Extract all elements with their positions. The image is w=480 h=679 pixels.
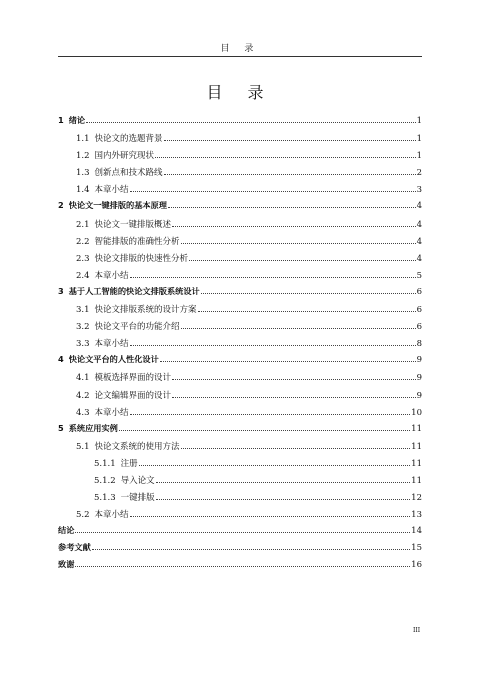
- toc-entry-title: 基于人工智能的快论文排版系统设计: [68, 285, 200, 296]
- toc-entry-page: 6: [416, 286, 422, 297]
- toc-entry-page: 4: [416, 253, 422, 264]
- toc-entry-number: 3.1: [76, 305, 90, 316]
- table-of-contents: [58, 115, 422, 577]
- toc-entry-page: 11: [411, 458, 422, 469]
- toc-entry[interactable]: [58, 354, 422, 371]
- toc-entry-title: 系统应用实例: [68, 422, 118, 433]
- toc-entry-title: 本章小结: [94, 270, 129, 281]
- toc-entry[interactable]: [58, 320, 422, 337]
- toc-entry-page: 2: [416, 168, 422, 179]
- toc-entry-title: 致谢: [58, 559, 75, 570]
- dot-leader: [156, 499, 411, 500]
- dot-leader: [198, 311, 416, 312]
- dot-leader: [130, 277, 416, 278]
- toc-entry-number: 3: [58, 285, 64, 296]
- dot-leader: [75, 566, 410, 567]
- toc-entry[interactable]: [58, 406, 422, 423]
- toc-entry-page: 11: [411, 423, 422, 434]
- dot-leader: [172, 379, 416, 380]
- toc-entry-number: 2.1: [76, 219, 90, 230]
- toc-entry[interactable]: [58, 508, 422, 525]
- toc-entry-number: 5.2: [76, 510, 90, 521]
- toc-entry-number: 3.2: [76, 322, 90, 333]
- toc-entry-page: 1: [416, 151, 422, 162]
- toc-entry-number: 5.1.2: [94, 475, 116, 486]
- toc-entry-number: 1.3: [76, 168, 90, 179]
- toc-entry[interactable]: [58, 303, 422, 320]
- dot-leader: [156, 482, 411, 483]
- toc-entry-page: 13: [411, 510, 422, 521]
- toc-entry-number: 1.4: [76, 185, 90, 196]
- toc-entry-page: 1: [416, 134, 422, 145]
- toc-entry-page: 9: [416, 390, 422, 401]
- dot-leader: [139, 465, 411, 466]
- toc-entry[interactable]: [58, 423, 422, 440]
- toc-entry[interactable]: [58, 115, 422, 132]
- toc-entry-page: 9: [416, 373, 422, 384]
- toc-entry-title: 本章小结: [94, 510, 129, 521]
- dot-leader: [155, 157, 416, 158]
- toc-entry[interactable]: [58, 440, 422, 457]
- toc-entry-number: 4.1: [76, 373, 90, 384]
- dot-leader: [168, 207, 416, 208]
- dot-leader: [181, 328, 416, 329]
- toc-entry-title: 快论文排版系统的设计方案: [94, 305, 197, 316]
- dot-leader: [172, 397, 416, 398]
- toc-entry[interactable]: [58, 371, 422, 388]
- toc-entry-number: 1.2: [76, 151, 90, 162]
- toc-entry-page: 3: [416, 185, 422, 196]
- toc-entry-page: 15: [411, 543, 422, 554]
- dot-leader: [172, 226, 416, 227]
- toc-entry-title: 快论文排版的快速性分析: [94, 253, 189, 264]
- dot-leader: [75, 532, 410, 533]
- toc-entry-title: 注册: [120, 458, 138, 469]
- toc-entry[interactable]: [58, 269, 422, 286]
- toc-entry[interactable]: [58, 235, 422, 252]
- toc-entry-number: 4.2: [76, 390, 90, 401]
- toc-entry[interactable]: [58, 286, 422, 303]
- toc-entry-page: 8: [416, 339, 422, 350]
- toc-entry-page: 4: [416, 201, 422, 212]
- toc-entry-title: 快论文平台的人性化设计: [68, 354, 159, 365]
- toc-entry-page: 6: [416, 322, 422, 333]
- toc-entry[interactable]: [58, 183, 422, 200]
- dot-leader: [130, 516, 411, 517]
- toc-entry[interactable]: [58, 525, 422, 542]
- toc-entry-number: 2.4: [76, 270, 90, 281]
- toc-entry-title: 绪论: [68, 115, 86, 125]
- toc-entry-number: 4.3: [76, 407, 90, 418]
- toc-entry[interactable]: [58, 491, 422, 508]
- dot-leader: [130, 414, 411, 415]
- toc-entry-title: 参考文献: [58, 542, 91, 553]
- toc-entry-page: 6: [416, 305, 422, 316]
- toc-entry-title: 结论: [58, 525, 75, 536]
- toc-entry-number: 2: [58, 200, 64, 211]
- dot-leader: [160, 361, 416, 362]
- toc-entry[interactable]: [58, 252, 422, 269]
- toc-entry-page: 16: [411, 560, 422, 571]
- toc-entry-page: 4: [416, 236, 422, 247]
- toc-entry-page: 5: [416, 270, 422, 281]
- toc-entry-title: 创新点和技术路线: [94, 168, 163, 179]
- toc-entry[interactable]: [58, 337, 422, 354]
- toc-entry-title: 一键排版: [120, 493, 155, 504]
- toc-entry-page: 11: [411, 441, 422, 452]
- dot-leader: [130, 345, 416, 346]
- toc-entry[interactable]: [58, 218, 422, 235]
- toc-entry[interactable]: [58, 149, 422, 166]
- dot-leader: [92, 549, 410, 550]
- toc-entry[interactable]: [58, 132, 422, 149]
- toc-entry-title: 快论文平台的功能介绍: [94, 322, 180, 333]
- toc-entry-title: 快论文一键排版的基本原理: [68, 200, 167, 211]
- dot-leader: [130, 191, 416, 192]
- toc-entry[interactable]: [58, 389, 422, 406]
- toc-entry-number: 5: [58, 422, 64, 433]
- toc-entry-title: 本章小结: [94, 407, 129, 418]
- dot-leader: [181, 448, 411, 449]
- running-header: 目 录: [220, 44, 260, 54]
- dot-leader: [181, 243, 416, 244]
- toc-entry-number: 3.3: [76, 339, 90, 350]
- toc-entry-title: 快论文的选题背景: [94, 134, 163, 145]
- toc-entry[interactable]: [58, 200, 422, 217]
- page-number: III: [413, 627, 421, 634]
- dot-leader: [164, 140, 416, 141]
- toc-entry-title: 模板选择界面的设计: [94, 373, 172, 384]
- toc-entry-number: 1.1: [76, 134, 90, 145]
- toc-entry-title: 快论文系统的使用方法: [94, 441, 180, 452]
- toc-entry-page: 1: [416, 116, 422, 126]
- toc-entry-title: 导入论文: [120, 475, 155, 486]
- dot-leader: [119, 430, 410, 431]
- toc-entry-page: 12: [411, 493, 422, 504]
- toc-entry-number: 4: [58, 354, 64, 365]
- toc-entry-number: 5.1.3: [94, 493, 116, 504]
- toc-entry[interactable]: [58, 474, 422, 491]
- toc-entry-page: 4: [416, 219, 422, 230]
- toc-entry-number: 2.3: [76, 253, 90, 264]
- toc-entry-title: 快论文一键排版概述: [94, 219, 172, 230]
- toc-entry-number: 1: [58, 115, 64, 125]
- toc-entry-page: 10: [411, 407, 422, 418]
- dot-leader: [189, 260, 416, 261]
- dot-leader: [164, 174, 416, 175]
- toc-entry-number: 5.1.1: [94, 458, 116, 469]
- toc-entry-title: 论文编辑界面的设计: [94, 390, 172, 401]
- dot-leader: [201, 293, 416, 294]
- dot-leader: [86, 122, 415, 123]
- page-title: 目 录: [206, 83, 274, 102]
- toc-entry-title: 智能排版的准确性分析: [94, 236, 180, 247]
- toc-entry-page: 11: [411, 475, 422, 486]
- toc-entry[interactable]: [58, 166, 422, 183]
- toc-entry-title: 本章小结: [94, 185, 129, 196]
- toc-entry-number: 5.1: [76, 441, 90, 452]
- toc-entry-title: 本章小结: [94, 339, 129, 350]
- toc-entry-page: 14: [411, 526, 422, 537]
- toc-entry[interactable]: [58, 457, 422, 474]
- toc-entry-title: 国内外研究现状: [94, 151, 155, 162]
- toc-entry-number: 2.2: [76, 236, 90, 247]
- toc-entry[interactable]: [58, 542, 422, 559]
- toc-entry-page: 9: [416, 355, 422, 366]
- toc-entry[interactable]: [58, 559, 422, 576]
- header-rule: [58, 56, 422, 57]
